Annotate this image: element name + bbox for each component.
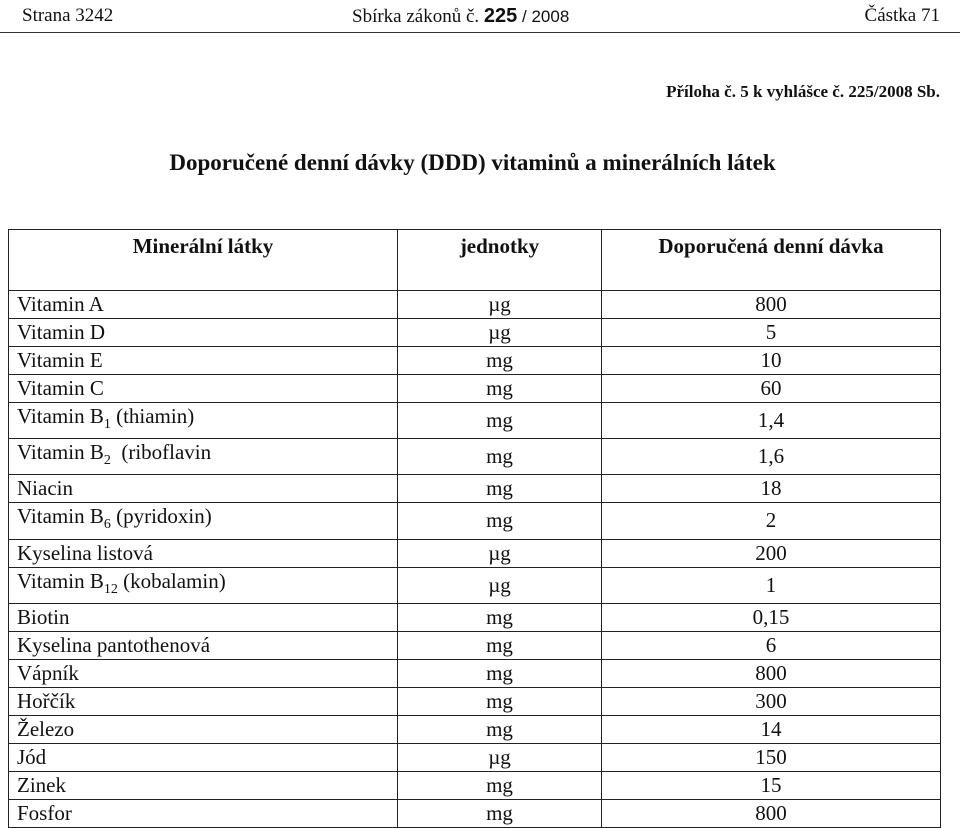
substance-label: Jód <box>17 744 47 769</box>
collection-number: 225 <box>483 5 518 27</box>
page-header <box>0 0 960 33</box>
collection-year: / 2008 <box>522 7 570 26</box>
substance-label: Hořčík <box>17 688 76 713</box>
unit-cell: mg <box>398 439 602 475</box>
substance-label: Biotin <box>17 604 70 629</box>
collection-reference <box>352 5 569 28</box>
table-row <box>9 715 941 743</box>
unit-cell: mg <box>398 475 602 503</box>
substance-suffix: (kobalamin) <box>117 568 226 593</box>
dose-cell: 6 <box>602 631 941 659</box>
unit-cell: mg <box>398 375 602 403</box>
substance-suffix: (riboflavin <box>110 440 212 465</box>
dose-cell: 2 <box>602 503 941 539</box>
substance-name <box>9 687 398 715</box>
substance-label: Vitamin B <box>17 568 104 593</box>
table-header-row <box>9 230 941 291</box>
substance-name <box>9 319 398 347</box>
unit-cell: µg <box>398 743 602 771</box>
substance-name <box>9 771 398 799</box>
table-row <box>9 375 941 403</box>
table-row <box>9 347 941 375</box>
unit-cell: µg <box>398 319 602 347</box>
substance-name <box>9 799 398 827</box>
unit-cell: µg <box>398 539 602 567</box>
collection-prefix: Sbírka zákonů č. <box>352 6 480 27</box>
substance-name <box>9 403 398 439</box>
substance-label: Niacin <box>17 476 73 501</box>
unit-cell: mg <box>398 659 602 687</box>
unit-cell: µg <box>398 567 602 603</box>
substance-name <box>9 603 398 631</box>
unit-cell: mg <box>398 771 602 799</box>
substance-name <box>9 439 398 475</box>
unit-cell: mg <box>398 503 602 539</box>
substance-suffix: (thiamin) <box>110 404 195 428</box>
part-number: Částka 71 <box>864 5 940 26</box>
substance-label: Fosfor <box>17 800 72 825</box>
dose-cell: 800 <box>602 291 941 319</box>
table-row <box>9 603 941 631</box>
unit-cell: mg <box>398 687 602 715</box>
substance-label: Zinek <box>17 772 66 797</box>
substance-label: Vitamin B <box>17 404 104 428</box>
column-header-dose: Doporučená denní dávka <box>602 230 941 291</box>
substance-name <box>9 715 398 743</box>
column-header-unit: jednotky <box>398 230 602 291</box>
substance-label: Kyselina listová <box>17 540 153 565</box>
substance-name <box>9 631 398 659</box>
dose-cell: 800 <box>602 659 941 687</box>
dose-cell: 5 <box>602 319 941 347</box>
table-row <box>9 631 941 659</box>
substance-subscript: 1 <box>103 417 111 433</box>
table-row <box>9 403 941 439</box>
substance-name <box>9 347 398 375</box>
substance-subscript: 6 <box>103 517 111 533</box>
column-header-substance: Minerální látky <box>9 230 398 291</box>
unit-cell: mg <box>398 799 602 827</box>
table-row <box>9 475 941 503</box>
substance-label: Vitamin E <box>17 348 103 372</box>
dose-table <box>8 229 941 828</box>
substance-label: Železo <box>17 716 75 741</box>
dose-cell: 0,15 <box>602 603 941 631</box>
dose-cell: 1 <box>602 567 941 603</box>
substance-name <box>9 503 398 539</box>
substance-label: Vitamin B <box>17 504 104 529</box>
table-row <box>9 319 941 347</box>
dose-cell: 1,4 <box>602 403 941 439</box>
table-row <box>9 567 941 603</box>
unit-cell: mg <box>398 403 602 439</box>
table-row <box>9 291 941 319</box>
document-title: Doporučené denní dávky (DDD) vitaminů a minerálních látek <box>169 150 776 175</box>
substance-subscript: 12 <box>103 581 118 597</box>
table-row <box>9 539 941 567</box>
dose-cell: 18 <box>602 475 941 503</box>
unit-cell: mg <box>398 347 602 375</box>
substance-name <box>9 743 398 771</box>
unit-cell: mg <box>398 603 602 631</box>
substance-name <box>9 291 398 319</box>
dose-cell: 200 <box>602 539 941 567</box>
table-row <box>9 687 941 715</box>
substance-name <box>9 539 398 567</box>
dose-cell: 15 <box>602 771 941 799</box>
substance-name <box>9 567 398 603</box>
substance-label: Vitamin C <box>17 376 104 400</box>
substance-label: Vitamin A <box>17 292 104 316</box>
dose-cell: 150 <box>602 743 941 771</box>
annex-reference: Příloha č. 5 k vyhlášce č. 225/2008 Sb. <box>666 82 940 101</box>
substance-subscript: 2 <box>103 453 111 469</box>
dose-cell: 300 <box>602 687 941 715</box>
substance-label: Vitamin B <box>17 440 104 465</box>
table-row <box>9 799 941 827</box>
dose-cell: 800 <box>602 799 941 827</box>
table-row <box>9 771 941 799</box>
unit-cell: µg <box>398 291 602 319</box>
table-row <box>9 439 941 475</box>
dose-cell: 14 <box>602 715 941 743</box>
table-row <box>9 659 941 687</box>
substance-name <box>9 375 398 403</box>
unit-cell: mg <box>398 631 602 659</box>
dose-cell: 10 <box>602 347 941 375</box>
page-number: Strana 3242 <box>22 5 114 26</box>
dose-cell: 60 <box>602 375 941 403</box>
table-row <box>9 503 941 539</box>
unit-cell: mg <box>398 715 602 743</box>
substance-suffix: (pyridoxin) <box>110 504 212 529</box>
substance-name <box>9 659 398 687</box>
substance-label: Kyselina pantothenová <box>17 632 211 657</box>
table-row <box>9 743 941 771</box>
dose-cell: 1,6 <box>602 439 941 475</box>
substance-name <box>9 475 398 503</box>
substance-label: Vápník <box>17 660 79 685</box>
substance-label: Vitamin D <box>17 320 105 344</box>
